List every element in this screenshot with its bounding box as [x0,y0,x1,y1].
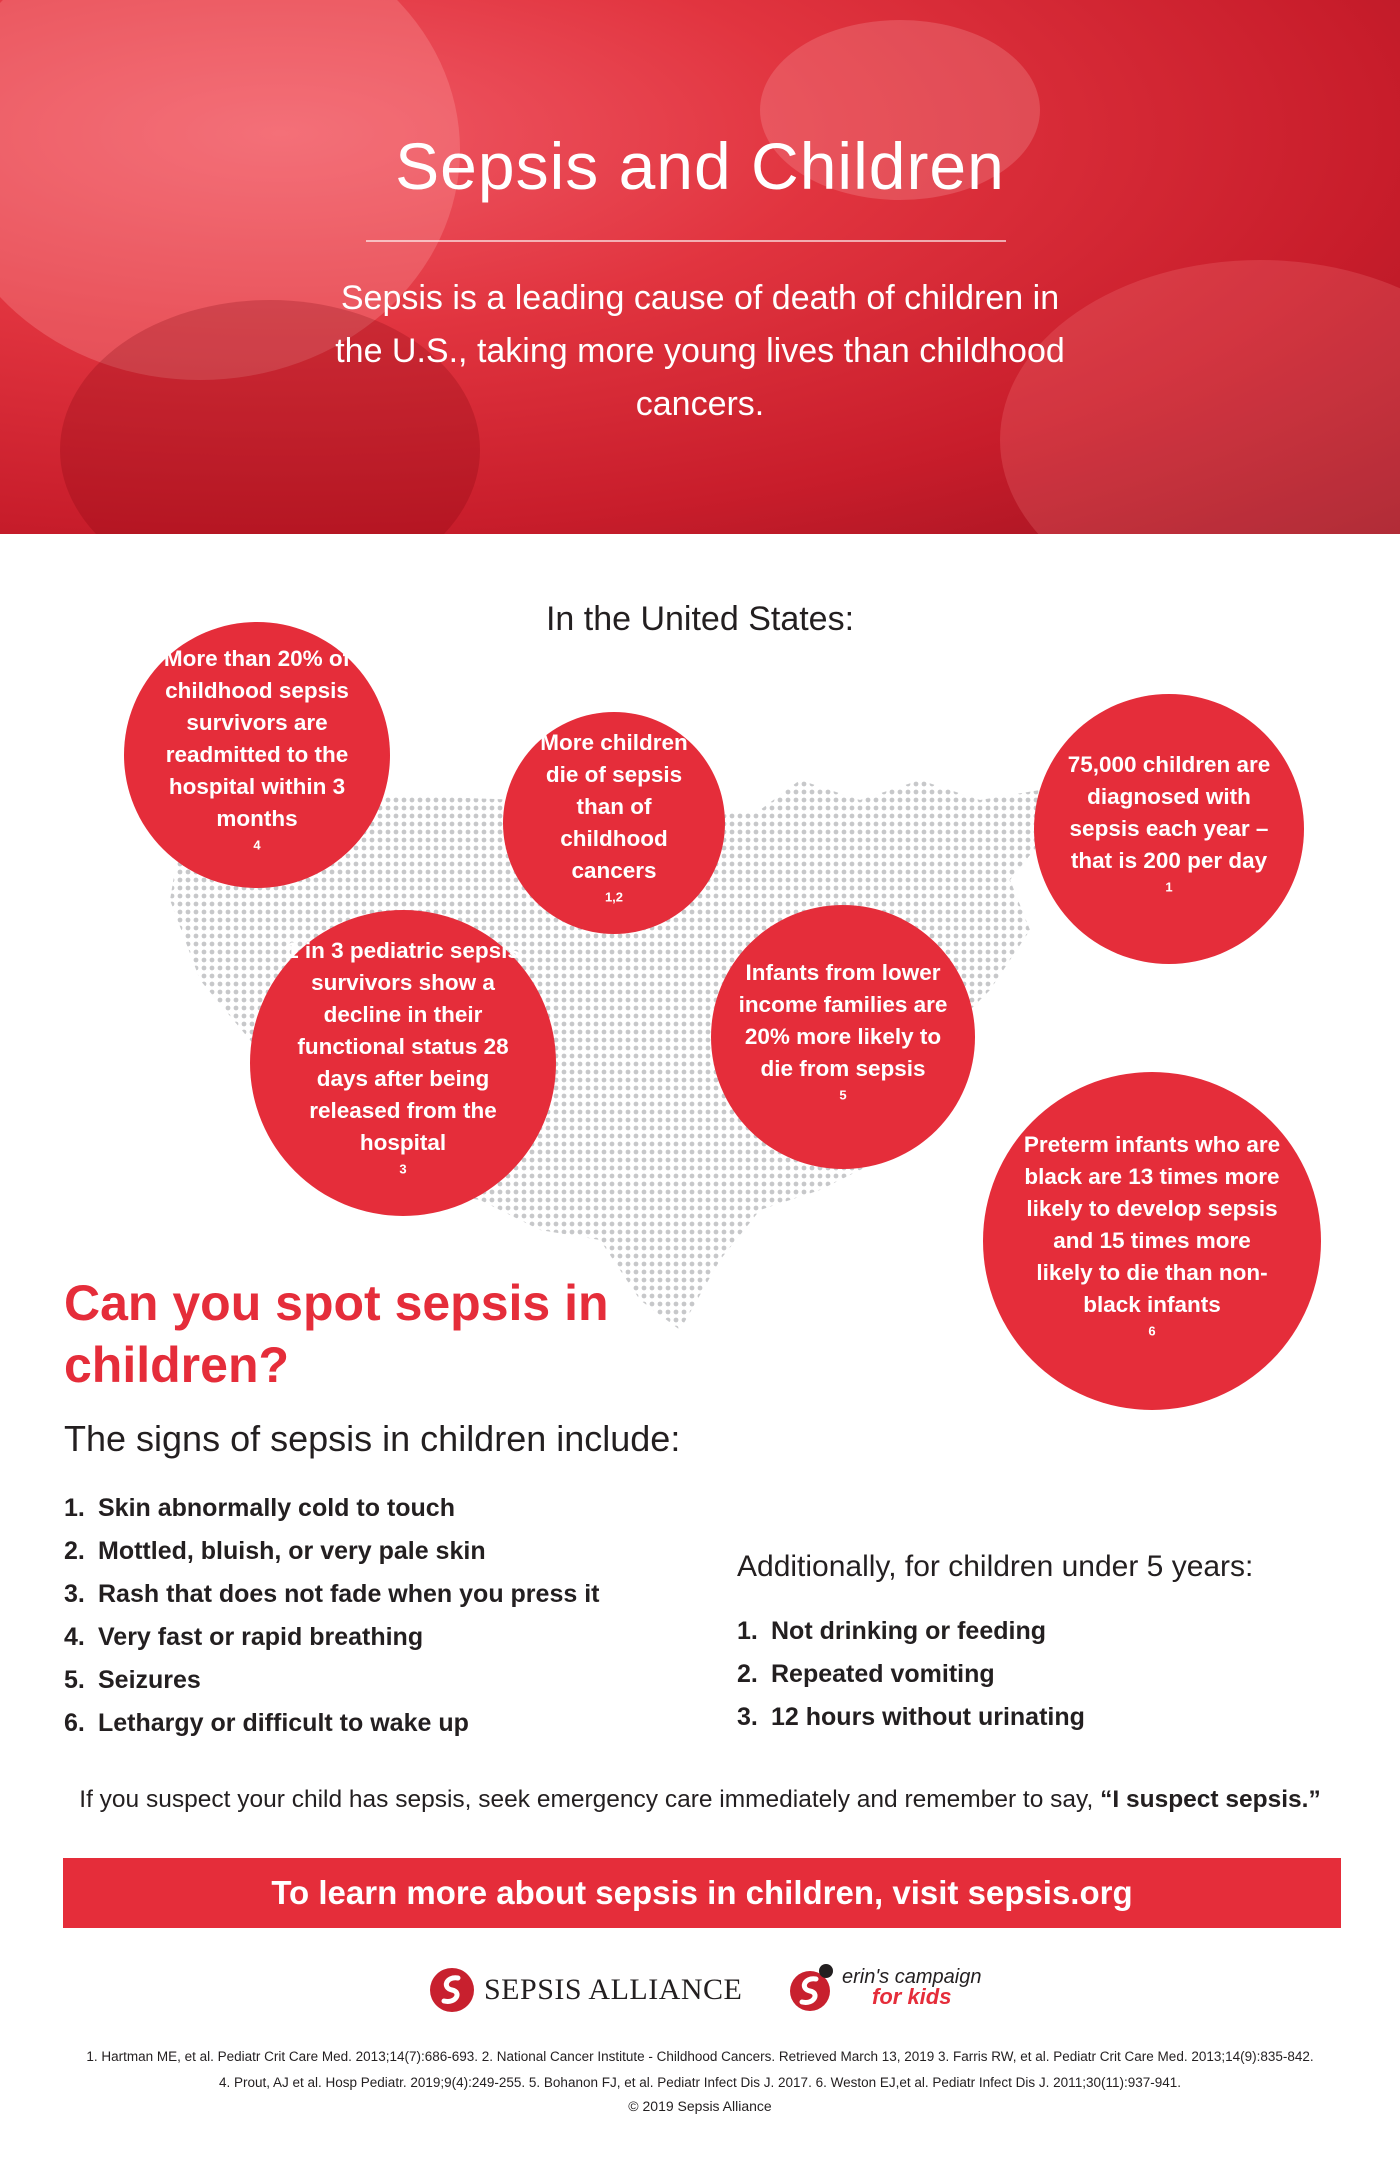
erins-campaign-wordmark [842,1967,981,2007]
stat-text: Preterm infants who are black are 13 times more likely to develop sepsis and 15 times more likely to die than non-black infants [1023,1132,1281,1317]
list-item [64,1702,599,1745]
list-item [64,1616,599,1659]
list-item-text: Lethargy or difficult to wake up [98,1709,469,1737]
title-divider [366,240,1006,242]
list-item-text: Seizures [98,1666,201,1694]
spot-sepsis-heading: Can you spot sepsis in children? [64,1275,609,1393]
erins-campaign-line2: for kids [872,1984,952,2009]
stat-circle-cancers [503,712,725,934]
stat-ref: 1 [1165,879,1173,895]
us-heading: In the United States: [545,600,855,638]
list-item-text: Mottled, bluish, or very pale skin [98,1537,486,1565]
hero-subtitle: Sepsis is a leading cause of death of children in the U.S., taking more young lives than childhood cancers. [335,279,1065,423]
stat-circle-functional-decline [250,910,556,1216]
learn-more-banner[interactable]: To learn more about sepsis in children, visit sepsis.org [63,1858,1341,1928]
copyright: © 2019 Sepsis Alliance [628,2098,772,2114]
list-number: 1. [64,1494,85,1522]
sepsis-alliance-logo[interactable] [428,1962,742,2018]
list-item [737,1610,1085,1653]
under5-list [737,1610,1085,1739]
sepsis-alliance-mark-icon [428,1966,476,2014]
list-item-text: Repeated vomiting [771,1660,995,1688]
list-item-text: Rash that does not fade when you press it [98,1580,600,1608]
list-number: 4. [64,1623,85,1651]
list-item [64,1659,599,1702]
list-item [64,1573,599,1616]
stat-circle-preterm [983,1072,1321,1410]
under5-heading: Additionally, for children under 5 years: [737,1550,1254,1583]
list-number: 2. [737,1660,758,1688]
list-item [64,1487,599,1530]
stat-text: Infants from lower income families are 20% more likely to die from sepsis [738,960,948,1081]
stat-text: 1 in 3 pediatric sepsis survivors show a decline in their functional status 28 days after being released from the hospital [286,938,520,1155]
list-item-text: 12 hours without urinating [771,1703,1085,1731]
signs-list [64,1487,599,1745]
suspect-message [0,1786,1400,1814]
list-item-text: Skin abnormally cold to touch [98,1494,455,1522]
suspect-text: If you suspect your child has sepsis, seek emergency care immediately and remember to say, [79,1786,1101,1813]
stat-ref: 4 [253,837,261,853]
references [60,2044,1340,2096]
erins-campaign-line1: erin's campaign [842,1966,982,1988]
list-item [737,1696,1085,1739]
stat-circle-diagnosed [1034,694,1304,964]
list-item [737,1653,1085,1696]
list-number: 3. [64,1580,85,1608]
suspect-quote: “I suspect sepsis.” [1100,1786,1321,1813]
list-item-text: Not drinking or feeding [771,1617,1046,1645]
stat-text: More than 20% of childhood sepsis survivors are readmitted to the hospital within 3 months [163,646,351,831]
erins-campaign-mark-icon [786,1961,838,2013]
stat-circle-income [711,905,975,1169]
list-number: 2. [64,1537,85,1565]
stat-ref: 6 [1148,1323,1156,1339]
reference-line: 1. Hartman ME, et al. Pediatr Crit Care Med. 2013;14(7):686-693. 2. National Cancer Institute - Childhood Cancers. Retrieved March 13, 2019 3. Farris RW, et al. Pediatr Crit Care Med. 2013;14(9):835-842. [86,2049,1314,2064]
hero-banner [0,0,1400,534]
list-item-text: Very fast or rapid breathing [98,1623,424,1651]
stat-ref: 1,2 [604,889,624,905]
list-number: 1. [737,1617,758,1645]
erins-campaign-logo[interactable] [786,1952,981,2022]
stat-circle-readmitted [124,622,390,888]
list-item [64,1530,599,1573]
list-number: 6. [64,1709,85,1737]
stat-text: 75,000 children are diagnosed with sepsis each year – that is 200 per day [1067,752,1271,873]
stat-ref: 3 [399,1161,407,1177]
stat-text: More children die of sepsis than of childhood cancers [540,730,688,883]
signs-heading: The signs of sepsis in children include: [64,1418,681,1459]
reference-line: 4. Prout, AJ et al. Hosp Pediatr. 2019;9(4):249-255. 5. Bohanon FJ, et al. Pediatr Infect Dis J. 2017. 6. Weston EJ,et al. Pediatr Infect Dis J. 2011;30(11):937-941. [218,2075,1182,2090]
list-number: 5. [64,1666,85,1694]
page-title: Sepsis and Children [395,129,1005,203]
stat-ref: 5 [839,1087,847,1103]
sepsis-alliance-wordmark: SEPSIS ALLIANCE [484,1973,743,2006]
list-number: 3. [737,1703,758,1731]
